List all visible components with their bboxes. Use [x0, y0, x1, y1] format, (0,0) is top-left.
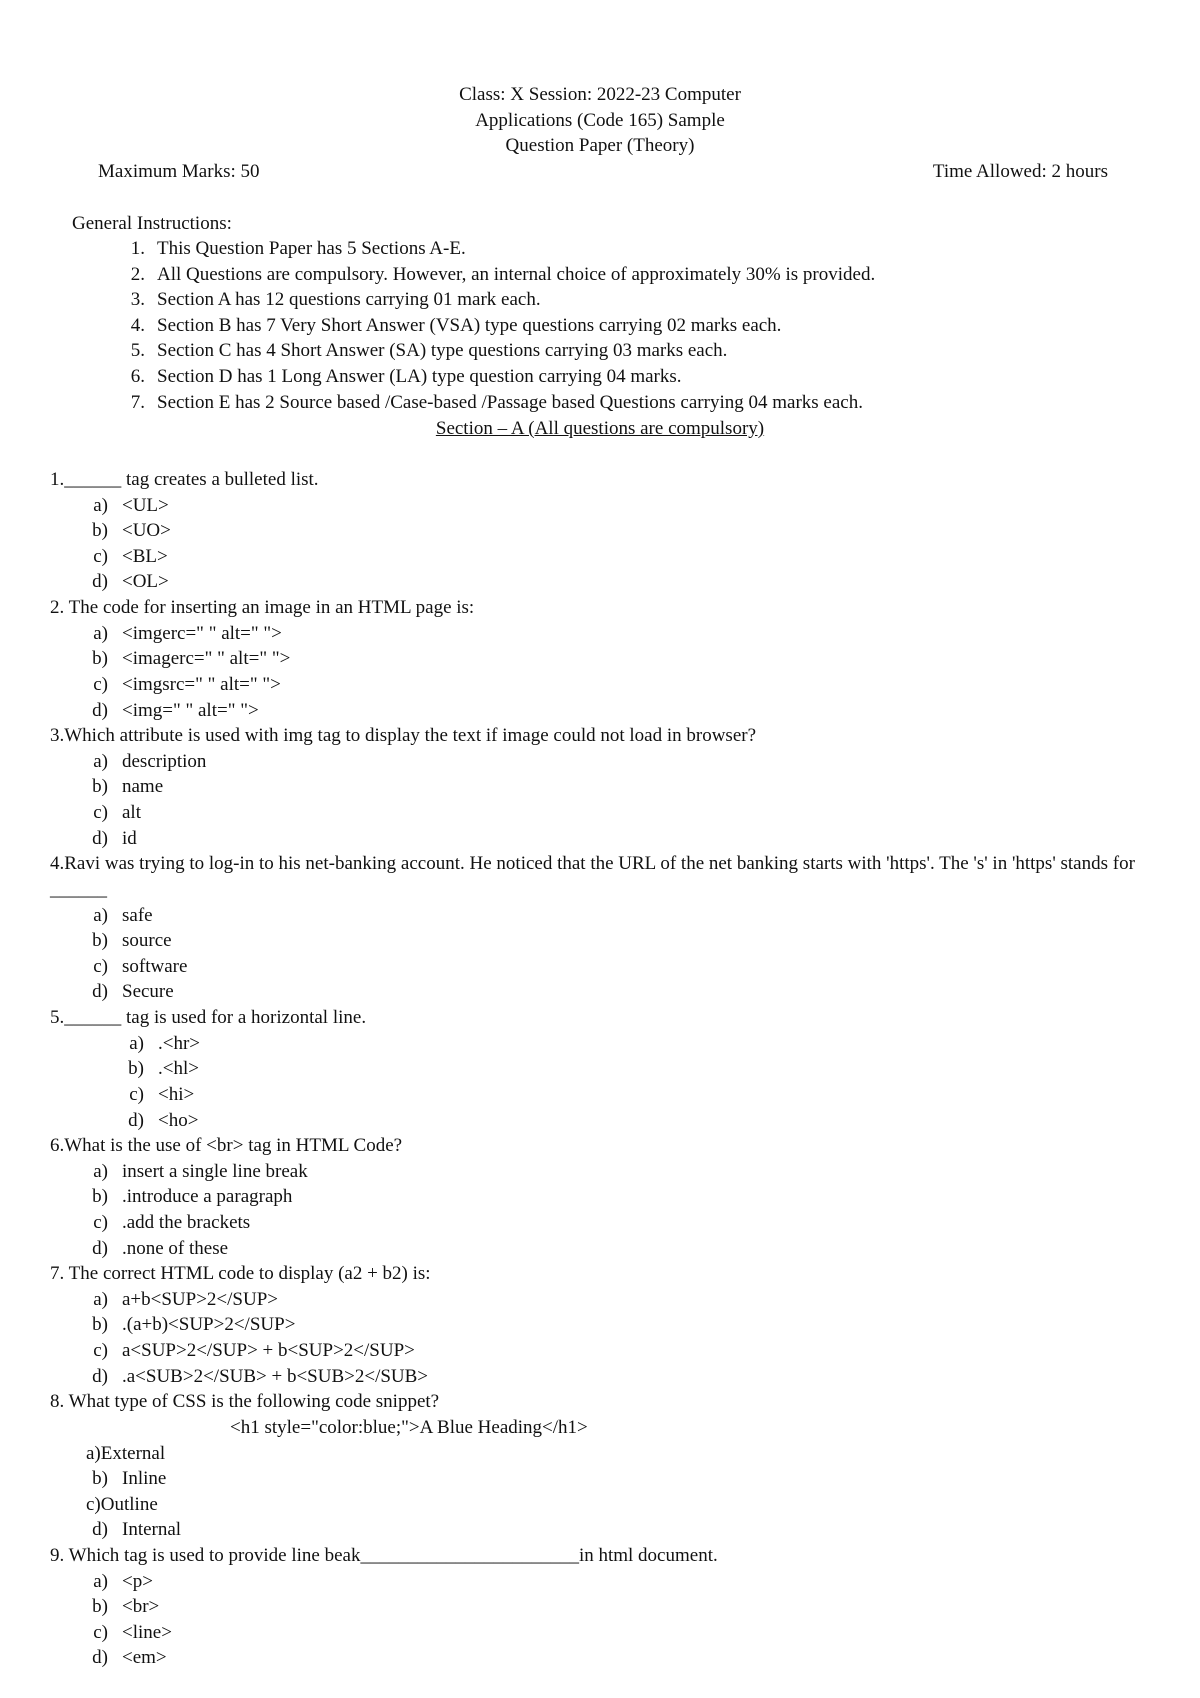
option-text: .<hl> — [158, 1058, 199, 1080]
option-text: Internal — [122, 1519, 182, 1541]
question-text: 7. The correct HTML code to display (a2 + b2) is: — [50, 1263, 431, 1285]
option-text: software — [122, 955, 188, 977]
option-text: .introduce a paragraph — [122, 1186, 293, 1208]
option-text: <imagerc=" " alt=" "> — [122, 648, 291, 670]
option-item: b) name — [86, 774, 1160, 800]
options-list — [50, 1517, 1160, 1543]
question-item — [50, 723, 1160, 851]
title-line: Question Paper (Theory) — [505, 135, 695, 156]
question-item — [50, 595, 1160, 723]
option-text: <em> — [122, 1647, 167, 1669]
option-item: a) a+b<SUP>2</SUP> — [86, 1287, 1160, 1313]
option-item: d) <em> — [86, 1645, 1160, 1671]
question-text: 9. Which tag is used to provide line beak_______________________in html document. — [50, 1544, 718, 1566]
option-text: .(a+b)<SUP>2</SUP> — [122, 1314, 296, 1336]
options-list — [50, 493, 1160, 595]
option-text: <BL> — [122, 545, 168, 567]
instruction-item: 2. All Questions are compulsory. However, an internal choice of approximately 30% is provided. — [110, 262, 875, 288]
option-item: b) .(a+b)<SUP>2</SUP> — [86, 1312, 1160, 1338]
options-list — [50, 1031, 1160, 1133]
option-item: c) software — [86, 954, 1160, 980]
option-text: safe — [122, 904, 153, 926]
option-text: <img=" " alt=" "> — [122, 699, 259, 721]
option-text: <hi> — [158, 1083, 195, 1105]
instructions-list — [110, 236, 875, 415]
option-item: c) <hi> — [122, 1082, 1160, 1108]
option-text: source — [122, 930, 172, 952]
option-item: b) <UO> — [86, 518, 1160, 544]
maximum-marks: Maximum Marks: 50 — [98, 161, 260, 182]
option-item: a) <UL> — [86, 493, 1160, 519]
instruction-item: 4. Section B has 7 Very Short Answer (VSA) type questions carrying 02 marks each. — [110, 313, 875, 339]
option-item: b) <br> — [86, 1594, 1160, 1620]
option-text: Secure — [122, 981, 174, 1003]
option-text: <line> — [122, 1621, 172, 1643]
title-line: Applications (Code 165) Sample — [475, 109, 725, 131]
option-item: c) <BL> — [86, 544, 1160, 570]
question-text: 6.What is the use of <br> tag in HTML Code? — [50, 1135, 403, 1157]
option-text: insert a single line break — [122, 1160, 308, 1182]
option-item: b) .introduce a paragraph — [86, 1184, 1160, 1210]
option-item: b) source — [86, 928, 1160, 954]
option-item: a) <p> — [86, 1569, 1160, 1595]
instruction-item: 6. Section D has 1 Long Answer (LA) type question carrying 04 marks. — [110, 364, 875, 390]
option-item: d) Secure — [86, 979, 1160, 1005]
option-item: b) <imagerc=" " alt=" "> — [86, 646, 1160, 672]
option-text: Inline — [122, 1468, 167, 1490]
option-item: d) Internal — [86, 1517, 1160, 1543]
option-text: alt — [122, 802, 141, 824]
option-item: d) <img=" " alt=" "> — [86, 698, 1160, 724]
instruction-item: 1. This Question Paper has 5 Sections A-E. — [110, 236, 875, 262]
option-text: <imgerc=" " alt=" "> — [122, 622, 282, 644]
question-text: 1.______ tag creates a bulleted list. — [50, 469, 319, 490]
option-item: c) a<SUP>2</SUP> + b<SUP>2</SUP> — [86, 1338, 1160, 1364]
option-text: description — [122, 750, 207, 772]
code-snippet: <h1 style="color:blue;">A Blue Heading</h1> — [230, 1416, 588, 1438]
options-list — [50, 1159, 1160, 1261]
option-item: a)External — [86, 1442, 166, 1464]
option-item: d) <OL> — [86, 569, 1160, 595]
option-text: name — [122, 776, 164, 798]
option-item: d) id — [86, 826, 1160, 852]
section-a-heading: Section – A (All questions are compulsory) — [435, 418, 765, 439]
question-text: 4.Ravi was trying to log-in to his net-banking account. He noticed that the URL of the net banking starts with 'https'. The 's' in 'https' stands for ______ — [50, 853, 1135, 900]
option-item: d) .a<SUB>2</SUB> + b<SUB>2</SUB> — [86, 1364, 1160, 1390]
question-item — [50, 1543, 1160, 1671]
question-text: 2. The code for inserting an image in an HTML page is: — [50, 597, 475, 619]
option-item: a) safe — [86, 903, 1160, 929]
option-item: a) <imgerc=" " alt=" "> — [86, 621, 1160, 647]
option-text: a+b<SUP>2</SUP> — [122, 1288, 278, 1310]
option-text: id — [122, 827, 137, 849]
question-item — [50, 1261, 1160, 1389]
option-text: <imgsrc=" " alt=" "> — [122, 673, 281, 695]
question-item — [50, 1389, 1160, 1543]
instruction-text: This Question Paper has 5 Sections A-E. — [157, 238, 466, 259]
option-item: c)Outline — [86, 1493, 158, 1515]
question-item — [50, 467, 1160, 595]
time-allowed: Time Allowed: 2 hours — [932, 161, 1108, 182]
option-text: <br> — [122, 1596, 160, 1618]
paper-title — [0, 82, 1200, 159]
option-text: .a<SUB>2</SUB> + b<SUB>2</SUB> — [122, 1365, 429, 1387]
question-item — [50, 1005, 1160, 1133]
instruction-text: Section B has 7 Very Short Answer (VSA) type questions carrying 02 marks each. — [157, 314, 782, 336]
instructions-heading: General Instructions: — [72, 213, 232, 234]
instruction-text: Section C has 4 Short Answer (SA) type questions carrying 03 marks each. — [157, 340, 728, 362]
option-text: <UL> — [122, 494, 169, 516]
questions-list — [50, 467, 1160, 1671]
instruction-text: Section E has 2 Source based /Case-based /Passage based Questions carrying 04 marks each. — [157, 391, 863, 413]
option-text: <UO> — [122, 520, 171, 542]
options-list — [50, 1569, 1160, 1671]
question-item — [50, 1133, 1160, 1261]
option-item: a) .<hr> — [122, 1031, 1160, 1057]
question-text: 3.Which attribute is used with img tag to display the text if image could not load in browser? — [50, 725, 757, 747]
option-item: d) <ho> — [122, 1108, 1160, 1134]
option-text: .none of these — [122, 1237, 229, 1259]
instruction-text: Section D has 1 Long Answer (LA) type question carrying 04 marks. — [157, 365, 682, 387]
question-text: 8. What type of CSS is the following code snippet? — [50, 1391, 440, 1413]
option-item: c) <line> — [86, 1620, 1160, 1646]
question-item — [50, 851, 1160, 1005]
option-item: c) .add the brackets — [86, 1210, 1160, 1236]
title-line: Class: X Session: 2022-23 Computer — [459, 84, 741, 105]
option-item: d) .none of these — [86, 1236, 1160, 1262]
option-item: b) .<hl> — [122, 1056, 1160, 1082]
option-text: .add the brackets — [122, 1211, 251, 1233]
options-list — [50, 621, 1160, 723]
instruction-item: 5. Section C has 4 Short Answer (SA) type questions carrying 03 marks each. — [110, 338, 875, 364]
instruction-item: 7. Section E has 2 Source based /Case-based /Passage based Questions carrying 04 marks each. — [110, 390, 875, 416]
instruction-item: 3. Section A has 12 questions carrying 01 mark each. — [110, 287, 875, 313]
option-item: a) description — [86, 749, 1160, 775]
option-text: .<hr> — [158, 1032, 201, 1054]
options-list — [50, 1287, 1160, 1389]
option-text: <ho> — [158, 1109, 199, 1131]
instruction-text: All Questions are compulsory. However, an internal choice of approximately 30% is provided. — [157, 263, 876, 285]
option-item: c) alt — [86, 800, 1160, 826]
option-text: <OL> — [122, 571, 169, 593]
options-list — [50, 749, 1160, 851]
options-list — [50, 1466, 1160, 1492]
option-text: <p> — [122, 1570, 153, 1592]
instruction-text: Section A has 12 questions carrying 01 mark each. — [157, 289, 541, 311]
option-item: c) <imgsrc=" " alt=" "> — [86, 672, 1160, 698]
option-text: a<SUP>2</SUP> + b<SUP>2</SUP> — [122, 1340, 415, 1362]
question-text: 5.______ tag is used for a horizontal line. — [50, 1007, 367, 1029]
option-item: b) Inline — [86, 1466, 1160, 1492]
options-list — [50, 903, 1160, 1005]
option-item: a) insert a single line break — [86, 1159, 1160, 1185]
